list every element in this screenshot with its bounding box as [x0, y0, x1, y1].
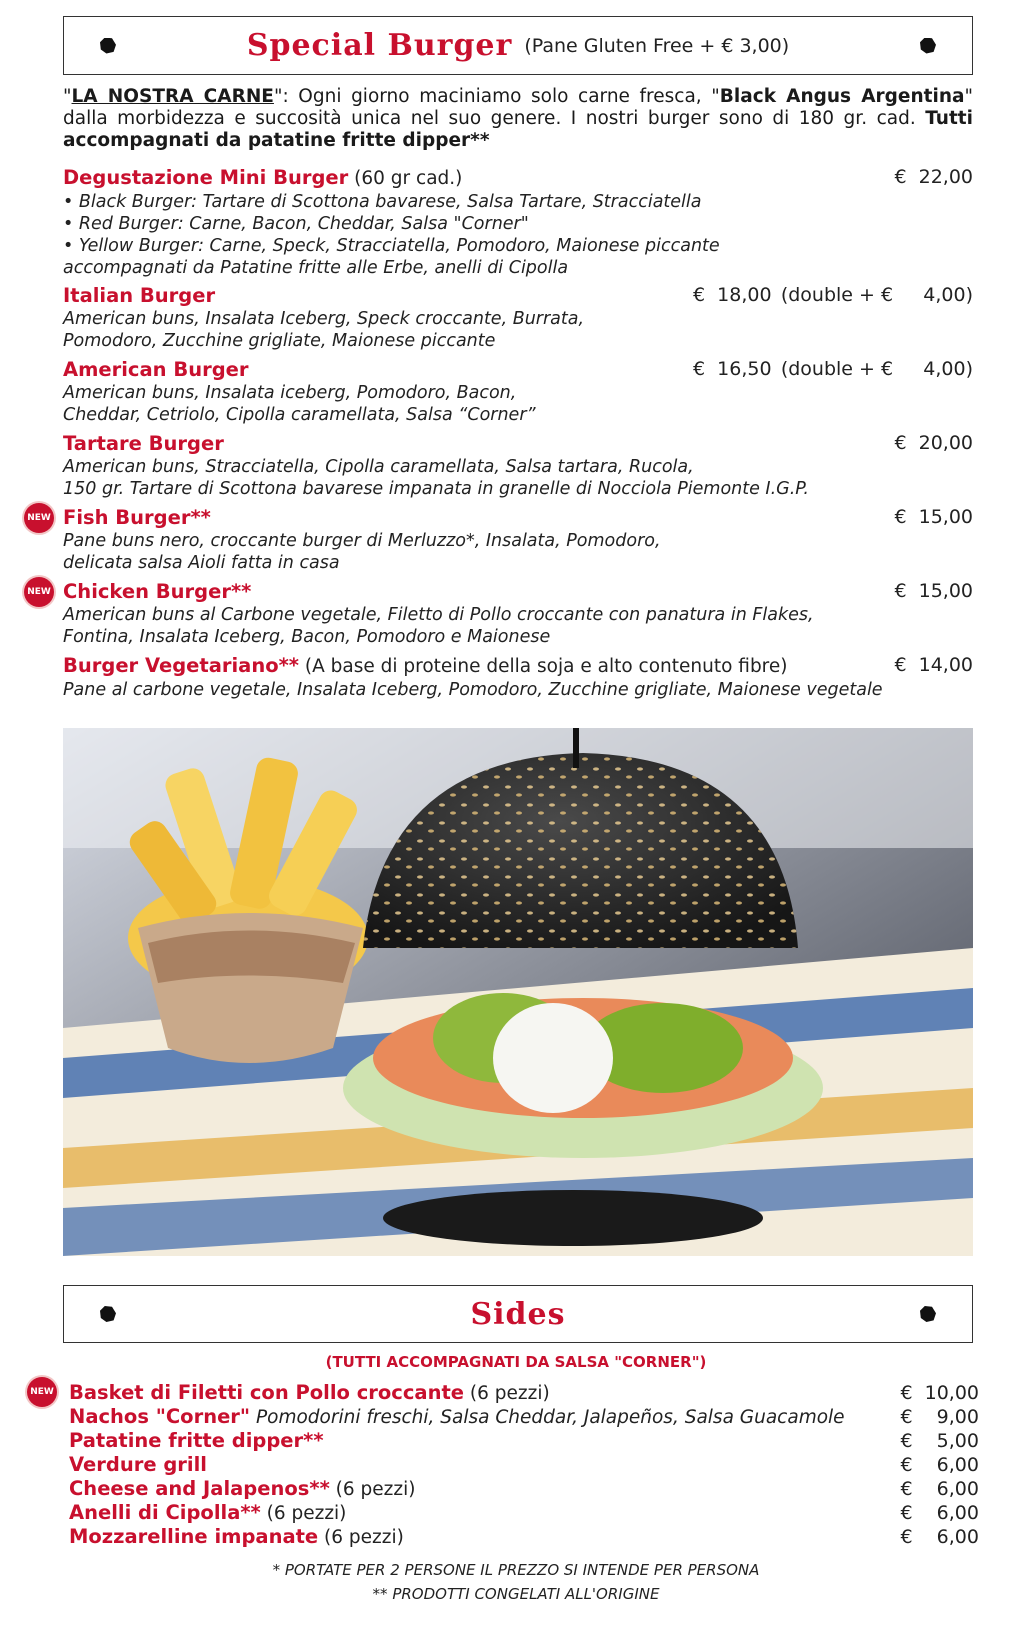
menu-item-fish: [63, 506, 973, 574]
item-description: [63, 308, 973, 352]
burger-photo: [63, 728, 973, 1256]
side-name: Basket di Filetti con Pollo croccante: [69, 1381, 465, 1404]
item-name: Fish Burger**: [63, 506, 211, 529]
item-description: [63, 456, 973, 500]
carne-label: LA NOSTRA CARNE: [71, 86, 274, 107]
desc-line: American buns, Insalata iceberg, Pomodoro, Bacon,: [63, 383, 517, 403]
item-price: € 14,00: [894, 654, 973, 676]
menu-item-degustazione: [63, 166, 973, 279]
item-name: Degustazione Mini Burger: [63, 166, 349, 189]
intro-quote: ": [63, 86, 72, 107]
desc-line: • Red Burger: Carne, Bacon, Cheddar, Salsa "Corner": [63, 214, 529, 234]
new-badge: NEW: [24, 503, 54, 533]
desc-line: American buns al Carbone vegetale, Filetto di Pollo croccante con panatura in Flakes,: [63, 605, 814, 625]
desc-line: delicata salsa Aioli fatta in casa: [63, 553, 340, 573]
side-note: (6 pezzi): [464, 1383, 550, 1404]
side-name: Nachos "Corner": [69, 1405, 251, 1428]
new-badge: NEW: [27, 1377, 57, 1407]
side-price: € 5,00: [900, 1430, 979, 1452]
intro-paragraph: [63, 86, 973, 152]
item-price: € 18,00: [693, 284, 772, 306]
desc-line: Cheddar, Cetriolo, Cipolla caramellata, Salsa “Corner”: [63, 405, 536, 425]
item-name: Tartare Burger: [63, 432, 224, 455]
item-description: [63, 604, 973, 648]
burger-section-header: [63, 16, 973, 75]
footer-note-1: * PORTATE PER 2 PERSONE IL PREZZO SI INTENDE PER PERSONA: [272, 1561, 760, 1579]
desc-line: • Black Burger: Tartare di Scottona bavarese, Salsa Tartare, Stracciatella: [63, 192, 702, 212]
item-description: [63, 679, 973, 701]
item-name: American Burger: [63, 358, 249, 381]
side-price: € 6,00: [900, 1502, 979, 1524]
item-description: [63, 382, 973, 426]
side-price: € 6,00: [900, 1454, 979, 1476]
sides-subtitle: (TUTTI ACCOMPAGNATI DA SALSA "CORNER"): [325, 1353, 707, 1371]
desc-line: Fontina, Insalata Iceberg, Bacon, Pomodoro e Maionese: [63, 627, 551, 647]
side-price: € 9,00: [900, 1406, 979, 1428]
desc-line: accompagnati da Patatine fritte alle Erbe, anelli di Cipolla: [63, 258, 569, 278]
side-price: € 6,00: [900, 1478, 979, 1500]
item-double-price: (double + € 4,00): [780, 284, 973, 306]
desc-line: Pane buns nero, croccante burger di Merluzzo*, Insalata, Pomodoro,: [63, 531, 661, 551]
item-price: € 20,00: [894, 432, 973, 454]
desc-line: 150 gr. Tartare di Scottona bavarese impanata in granelle di Nocciola Piemonte I.G.P.: [63, 479, 809, 499]
side-item: [69, 1405, 979, 1430]
item-price: € 15,00: [894, 580, 973, 602]
side-note: Pomodorini freschi, Salsa Cheddar, Jalapeños, Salsa Guacamole: [250, 1407, 845, 1428]
item-name: Burger Vegetariano**: [63, 654, 299, 677]
side-name: Patatine fritte dipper**: [69, 1429, 324, 1452]
hexagon-ornament-icon: [100, 38, 116, 54]
side-name: Verdure grill: [69, 1453, 207, 1476]
menu-item-vegetariano: [63, 654, 973, 701]
item-note: (A base di proteine della soja e alto contenuto fibre): [299, 656, 788, 677]
desc-line: American buns, Insalata Iceberg, Speck croccante, Burrata,: [63, 309, 585, 329]
item-name: Italian Burger: [63, 284, 216, 307]
intro-bold-end: Tutti accompagnati da patatine fritte dipper**: [63, 108, 973, 151]
side-note: (6 pezzi): [318, 1527, 404, 1548]
side-note: (6 pezzi): [260, 1503, 347, 1524]
desc-line: Pane al carbone vegetale, Insalata Iceberg, Pomodoro, Zucchine grigliate, Maionese vegetale: [63, 680, 883, 700]
desc-line: American buns, Stracciatella, Cipolla caramellata, Salsa tartara, Rucola,: [63, 457, 694, 477]
item-description: [63, 191, 973, 279]
intro-text-1: ": Ogni giorno maciniamo solo carne fresca, ": [273, 86, 720, 107]
item-price: € 22,00: [894, 166, 973, 188]
item-price: € 16,50: [693, 358, 772, 380]
side-price: € 6,00: [900, 1526, 979, 1548]
side-note: (6 pezzi): [329, 1479, 416, 1500]
desc-line: • Yellow Burger: Carne, Speck, Stracciatella, Pomodoro, Maionese piccante: [63, 236, 720, 256]
menu-item-tartare: [63, 432, 973, 500]
menu-item-italian: [63, 284, 973, 352]
side-name: Anelli di Cipolla**: [69, 1501, 261, 1524]
footer-note-2: ** PRODOTTI CONGELATI ALL'ORIGINE: [372, 1585, 660, 1603]
item-description: [63, 530, 973, 574]
new-badge: NEW: [24, 577, 54, 607]
burger-section-subtitle: (Pane Gluten Free + € 3,00): [524, 34, 790, 57]
side-item: [69, 1501, 979, 1526]
sides-section-header: [63, 1285, 973, 1343]
angus-label: Black Angus Argentina: [719, 86, 965, 107]
hexagon-ornament-icon: [100, 1306, 116, 1322]
burger-section-title: Special Burger: [246, 28, 513, 63]
side-name: Mozzarelline impanate: [69, 1525, 319, 1548]
desc-line: Pomodoro, Zucchine grigliate, Maionese piccante: [63, 331, 496, 351]
item-price: € 15,00: [894, 506, 973, 528]
side-name: Cheese and Jalapenos**: [69, 1477, 330, 1500]
menu-item-american: [63, 358, 973, 426]
hexagon-ornament-icon: [920, 1306, 936, 1322]
side-item: [69, 1381, 979, 1406]
side-item: [69, 1453, 979, 1477]
intro-text-2: " dalla morbidezza e succosità unica nel suo genere. I nostri burger sono di 180 gr. cad.: [63, 86, 973, 129]
side-price: € 10,00: [900, 1382, 979, 1404]
item-note: (60 gr cad.): [348, 168, 463, 189]
item-double-price: (double + € 4,00): [780, 358, 973, 380]
menu-item-chicken: [63, 580, 973, 648]
item-name: Chicken Burger**: [63, 580, 252, 603]
side-item: [69, 1477, 979, 1502]
side-item: [69, 1525, 979, 1550]
hexagon-ornament-icon: [920, 38, 936, 54]
side-item: [69, 1429, 979, 1453]
sides-section-title: Sides: [470, 1296, 566, 1332]
